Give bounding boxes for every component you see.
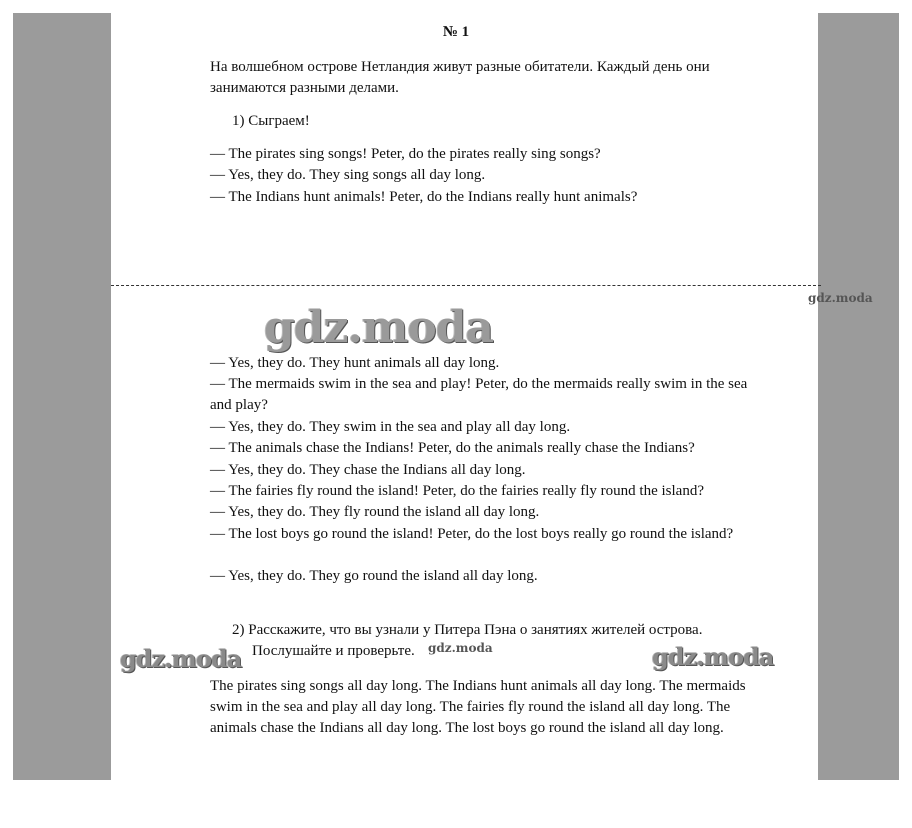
dialogue-line: — Yes, they do. They chase the Indians all day long. bbox=[210, 462, 526, 478]
watermark-small-mid: gdz.moda bbox=[428, 641, 493, 655]
page-cut-divider bbox=[111, 285, 821, 286]
dialogue-line: — Yes, they do. They swim in the sea and play all day long. bbox=[210, 419, 571, 435]
dialogue-line: — The Indians hunt animals! Peter, do the Indians really hunt animals? bbox=[210, 189, 638, 205]
dialogue-line: — Yes, they do. They hunt animals all day long. bbox=[210, 355, 500, 371]
task-2-line-1: 2) Расскажите, что вы узнали у Питера Пэна о занятиях жителей острова. bbox=[232, 622, 703, 638]
dialogue-line: — Yes, they do. They fly round the island all day long. bbox=[210, 504, 540, 520]
dialogue-line: — The mermaids swim in the sea and play! Peter, do the mermaids really swim in the sea and play? bbox=[210, 376, 748, 413]
dialogue-line: — Yes, they do. They go round the island all day long. bbox=[210, 568, 538, 584]
intro-text: На волшебном острове Нетландия живут разные обитатели. Каждый день они занимаются разными делами. bbox=[210, 59, 710, 96]
dialogue-line: — Yes, they do. They sing songs all day long. bbox=[210, 167, 486, 183]
watermark-main: gdz.moda bbox=[264, 302, 494, 353]
dialogue-line: — The pirates sing songs! Peter, do the pirates really sing songs? bbox=[210, 146, 601, 162]
dialogue-line: — The lost boys go round the island! Peter, do the lost boys really go round the island? bbox=[210, 526, 734, 542]
watermark-left: gdz.moda bbox=[120, 644, 242, 673]
dialogue-line: — The animals chase the Indians! Peter, do the animals really chase the Indians? bbox=[210, 440, 695, 456]
dialogue-line: — The fairies fly round the island! Peter, do the fairies really fly round the island? bbox=[210, 483, 704, 499]
left-margin-band bbox=[13, 13, 111, 780]
exercise-number: № 1 bbox=[442, 24, 470, 40]
task-1-heading: 1) Сыграем! bbox=[232, 113, 310, 129]
right-margin-band bbox=[818, 13, 899, 780]
answer-paragraph: The pirates sing songs all day long. The Indians hunt animals all day long. The mermaids swim in the sea and play all day long. The fairies fly round the island all day long. The animals chase the Indians all day long. The lost boys go round the island all day long. bbox=[210, 678, 746, 736]
watermark-small: gdz.moda bbox=[808, 291, 873, 305]
task-2-line-2: Послушайте и проверьте. bbox=[252, 643, 415, 659]
watermark-right: gdz.moda bbox=[652, 642, 774, 671]
